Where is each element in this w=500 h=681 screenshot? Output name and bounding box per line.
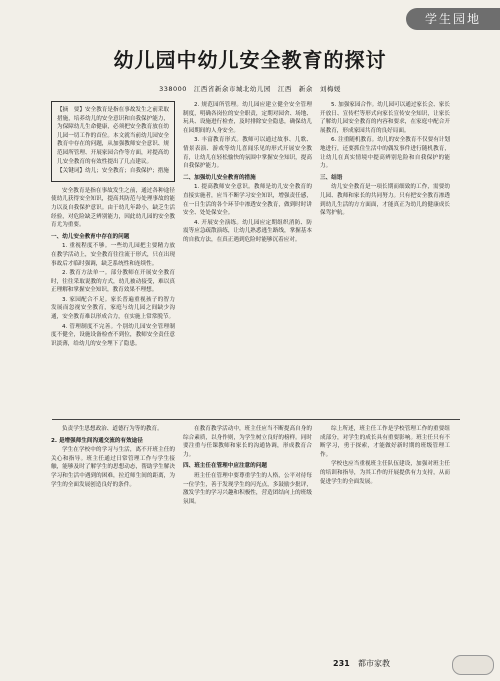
body-paragraph: 在教育教学活动中，班主任应当不断提高自身的综合素质，以身作则，为学生树立良好的榜样。同时要注重与任课教师和家长的沟通协调，形成教育合力。 (183, 426, 312, 458)
body-paragraph: 2. 教育方法单一。部分教师在开展安全教育时，往往采取说教的方式，幼儿被动接受，难以真正理解和掌握安全知识，教育效果不理想。 (51, 270, 175, 294)
column-1-body (51, 187, 175, 349)
lower-column-2 (183, 425, 312, 655)
abstract-box (51, 101, 175, 182)
body-paragraph: 学校也应当重视班主任队伍建设，加强对班主任的培训和指导，为其工作的开展提供有力支持，从而促进学生的全面发展。 (320, 461, 450, 485)
body-paragraph: 幼儿安全教育是一项长期而细致的工作，需要幼儿园、教师和家长的共同努力。只有把安全教育渗透到幼儿生活的方方面面，才能真正为幼儿的健康成长保驾护航。 (320, 184, 450, 217)
lower-column-1 (51, 425, 175, 655)
body-paragraph: 1. 重视程度不够。一些幼儿园把主要精力放在教学活动上，安全教育往往流于形式，只在出现事故后才临时强调，缺乏系统性和连续性。 (51, 243, 175, 267)
section-heading: 二、加强幼儿安全教育的措施 (183, 174, 256, 181)
publisher-logo (452, 655, 494, 675)
page-number: 231 (333, 659, 350, 668)
article-byline: 338000 江西省新余市城北幼儿园 江西 新余 刘梅媛 (159, 85, 341, 93)
body-paragraph: 学生在学校中的学习与生活，离不开班主任的关心和指导。班主任通过日常管理工作与学生接触，能够及时了解学生的思想动态，帮助学生解决学习和生活中遇到的困难，拉近师生间的距离，为学生的全面发展创造良好的条件。 (51, 447, 175, 488)
body-paragraph: 1. 提高教师安全意识。教师是幼儿安全教育的直接实施者，应当不断学习安全知识，增强责任感，在一日生活的各个环节中渗透安全教育，做到时时讲安全、处处保安全。 (183, 184, 312, 217)
column-2-body (183, 101, 312, 245)
lower-column-2-body (183, 425, 312, 506)
section-heading: 2. 是增强师生间沟通交流的有效途径 (51, 437, 143, 444)
article-column-1 (51, 101, 175, 413)
article-title: 幼儿园中幼儿安全教育的探讨 (113, 48, 387, 72)
article-column-3 (320, 101, 450, 413)
body-paragraph: 4. 开展安全演练。幼儿园应定期组织消防、防震等应急疏散演练，让幼儿熟悉逃生路线，掌握基本的自救方法，在真正遇到危险时能够沉着应对。 (183, 219, 312, 243)
section-heading: 四、班主任在管理中应注意的问题 (183, 463, 267, 470)
body-paragraph: 班主任在管理中要尊重学生的人格，公平对待每一位学生，善于发现学生的闪光点，多鼓励少批评，激发学生的学习兴趣和积极性，营造团结向上的班级氛围。 (183, 472, 312, 505)
magazine-name: 都市家教 (358, 659, 390, 668)
page-footer (0, 657, 500, 671)
body-paragraph: 2. 规范园所管理。幼儿园应建立健全安全管理制度，明确各岗位的安全职责，定期对园舍、场地、玩具、设施进行检查，及时排除安全隐患，确保幼儿在园期间的人身安全。 (183, 102, 312, 134)
lower-column-3-body (320, 425, 450, 486)
abstract-text: 【摘 要】安全教育是指在事故发生之前采取措施，培养幼儿的安全意识和自我保护能力，为保障幼儿生命健康，必须把安全教育放在幼儿园一切工作的首位。本文就当前幼儿园安全教育中存在的问题，从加强教师安全意识、规范园所管理、开展家园合作等方面，对提高幼儿安全教育的有效性提出了几点建议。 (57, 107, 169, 165)
body-paragraph: 负责学生思想政治、道德行为等的教育。 (62, 426, 163, 432)
body-paragraph: 3. 丰富教育形式。教师可以通过故事、儿歌、情景表演、游戏等幼儿喜闻乐见的形式开展安全教育，让幼儿在轻松愉快的氛围中掌握安全知识，提高自我保护能力。 (183, 137, 312, 170)
lower-column-3 (320, 425, 450, 655)
body-paragraph: 6. 注重随机教育。幼儿的安全教育不仅要有计划地进行，还要抓住生活中的偶发事件进行随机教育，让幼儿在真实情境中提高辨别危险和自我保护的能力。 (320, 137, 450, 170)
lower-column-1-body (51, 425, 175, 489)
column-3-body (320, 101, 450, 218)
section-heading: 三、结语 (320, 174, 343, 181)
keywords-text: 【关键词】幼儿；安全教育；自我保护；措施 (57, 168, 169, 175)
body-paragraph: 5. 加强家园合作。幼儿园可以通过家长会、家长开放日、宣传栏等形式向家长宣传安全知识，让家长了解幼儿园安全教育的内容和要求，在家庭中配合开展教育，形成家园共育的良好局面。 (320, 102, 450, 134)
body-paragraph: 综上所述，班主任工作是学校管理工作的重要组成部分，对学生的成长具有重要影响。班主任只有不断学习，勇于探索，才能做好新时期的班级管理工作。 (320, 426, 450, 458)
article-divider (52, 419, 460, 420)
article-column-2 (183, 101, 312, 413)
body-paragraph: 安全教育是指在事故发生之前，通过各种途径使幼儿获得安全知识，提高其防范与处理事故的能力以及自我保护意识。由于幼儿年龄小，缺乏生活经验，对危险缺乏辨别能力，因此幼儿园的安全教育尤为重要。 (51, 187, 175, 229)
section-tag: 学生园地 (406, 8, 500, 30)
body-paragraph: 3. 家园配合不足。家长普遍重视孩子的智力发展而忽视安全教育，家庭与幼儿园之间缺少沟通，安全教育难以形成合力，在实施上常常脱节。 (51, 296, 175, 321)
section-heading: 一、幼儿安全教育中存在的问题 (51, 233, 130, 240)
body-paragraph: 4. 管理制度不完善。个别幼儿园安全管理制度不健全，设施设备检查不到位，教师安全责任意识淡薄，给幼儿的安全埋下了隐患。 (51, 323, 175, 347)
